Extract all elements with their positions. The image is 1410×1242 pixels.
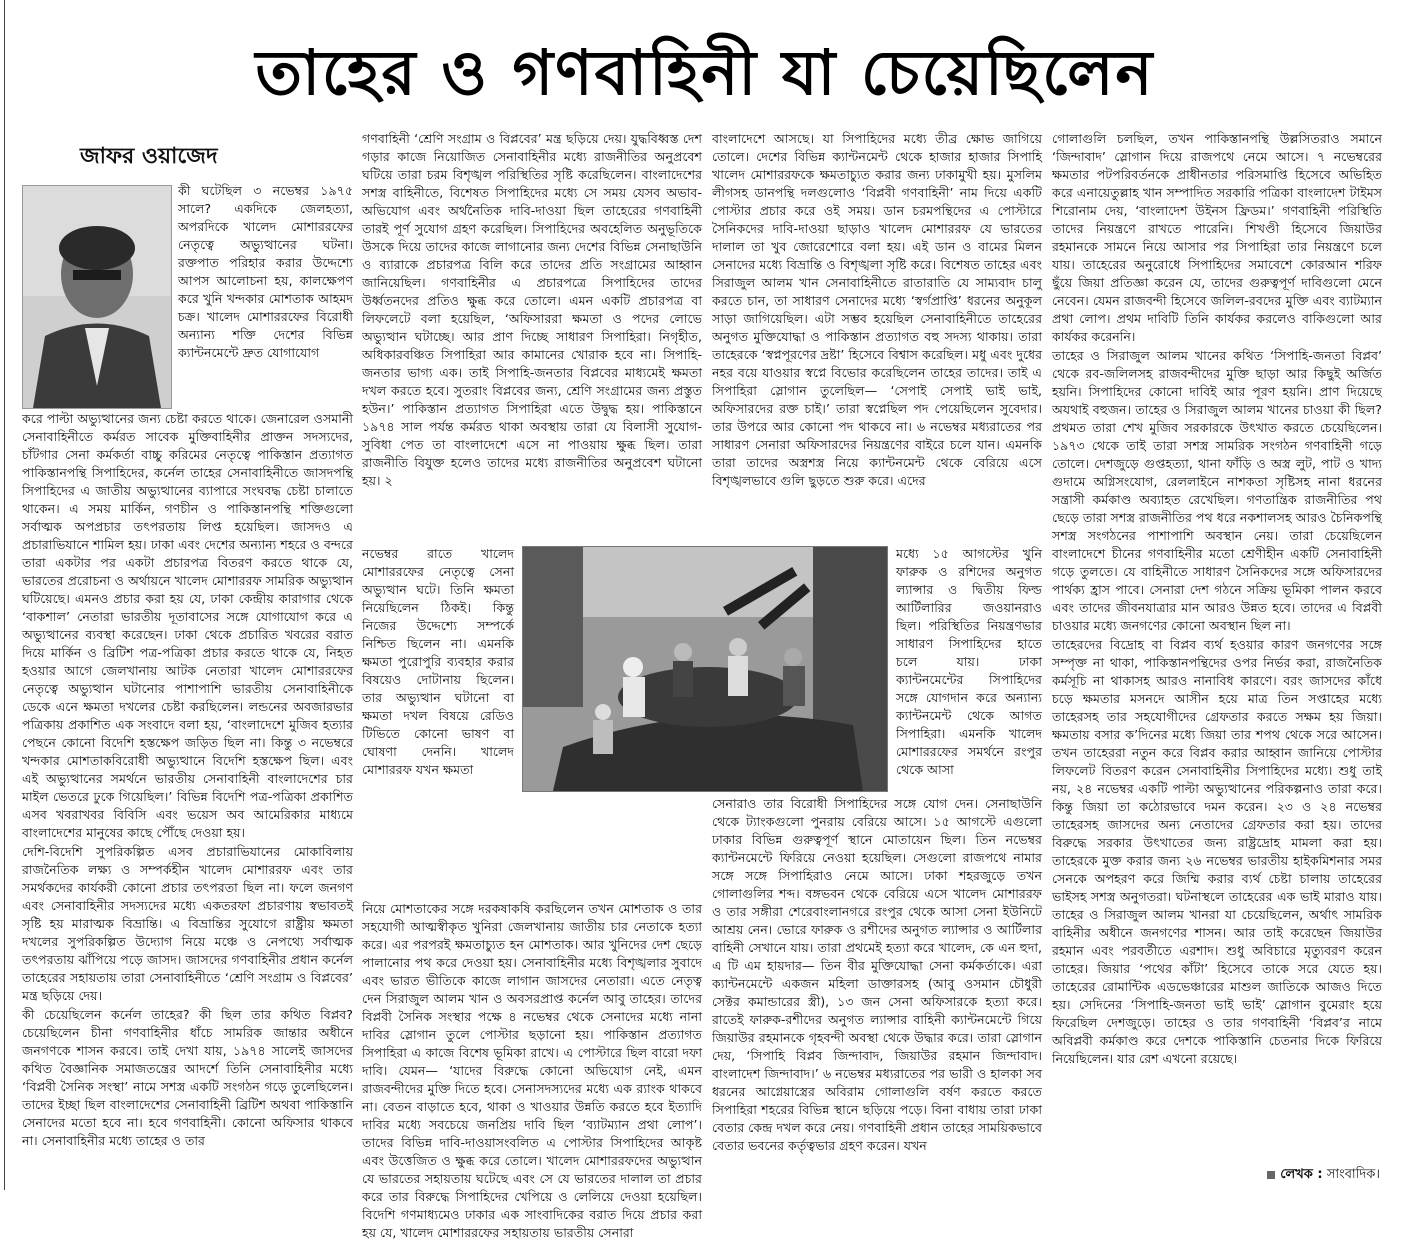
column-2-beside-photo bbox=[362, 545, 514, 900]
byline: জাফর ওয়াজেদ bbox=[80, 144, 218, 169]
column-4 bbox=[1052, 130, 1382, 1170]
column-3-beside-photo bbox=[896, 545, 1042, 790]
column-2 bbox=[362, 130, 702, 545]
column-3 bbox=[712, 130, 1042, 545]
column-3-paragraph-1: বাংলাদেশে আসছে। যা সিপাহিদের মধ্যে তীব্র ক্ষোভ জাগিয়ে তোলে। দেশের বিভিন্ন ক্যান্টনমেন্ট থেকে হাজার হাজার সিপাহি খালেদ মোশাররফকে ক্ষমতাচ্যুত করার জন্য ঢাকামুখী হয়। মুসলিম লীগসহ ডানপন্থি দলগুলোও ‘বিপ্লবী গণবাহিনী’ নাম দিয়ে একটি পোস্টার প্রচার করে ওই সময়। ডান চরমপন্থিদের এ পোস্টারে সৈনিকদের দাবি-দাওয়া ছাড়াও খালেদ মোশাররফ যে ভারতের দালাল তা খুব জোরেশোরে বলা হয়। এই ডান ও বামের মিলন সেনাদের মধ্যে বিভ্রান্তি ও বিশৃঙ্খলা সৃষ্টি করে। বিশেষত তাহের এবং সিরাজুল আলম খান সেনাবাহিনীতে রাতারাতি যে সাম্যবাদ চালু করতে চান, তা সাধারণ সেনাদের মধ্যে ‘স্বর্গপ্রাপ্তি’ ধরনের অনুকূল সাড়া জাগিয়েছিল। এটা সম্ভব হয়েছিল সেনাবাহিনীতে তাহেরের অনুগত মুক্তিযোদ্ধা ও পাকিস্তান প্রত্যাগত বহু সদস্য থাকায়। তারা তাহেরকে ‘স্বপ্নপূরণের দ্রষ্টা’ হিসেবে বিশ্বাস করেছিল। মধু এবং দুধের নহর বয়ে যাওয়ার স্বপ্নে বিভোর করেছিলেন তাহের তাদের। তাই এ সিপাহিরা স্লোগান তুলেছিল— ‘সেপাই সেপাই ভাই ভাই, অফিসারদের রক্ত চাই।’ তারা স্বপ্নেছিল পদ পেয়েছিলেন সুবেদার। তার উপরে আর কোনো পদ থাকবে না। ৬ নভেম্বর মধ্যরাতের পর সাধারণ সেনারা অফিসারদের নিয়ন্ত্রণের বাইরে চলে যান। এমনকি তারা তাদের অস্ত্রশস্ত্র নিয়ে ক্যান্টনমেন্ট থেকে বেরিয়ে এসে বিশৃঙ্খলভাবে গুলি ছুড়তে শুরু করে। এদের bbox=[712, 131, 1042, 488]
page-edge-rule bbox=[4, 0, 5, 1190]
column-2-paragraph-3: নিয়ে মোশতাকের সঙ্গে দরকষাকষি করছিলেন তখন মোশতাক ও তার সহযোগী আত্মস্বীকৃত খুনিরা জেলখানায় জাতীয় চার নেতাকে হত্যা করে। এর পরপরই ক্ষমতাচ্যুত হন মোশতাক। আর খুনিদের দেশ ছেড়ে পালানোর পথ করে দেওয়া হয়। সেনাবাহিনীর মধ্যে বিশৃঙ্খলার সুবাদে এবং ভারত ভীতিকে কাজে লাগান জাসদের নেতারা। এতে নেতৃত্ব দেন সিরাজুল আলম খান ও অবসরপ্রাপ্ত কর্নেল আবু তাহের। তাদের বিপ্লবী সৈনিক সংস্থার পক্ষে ৪ নভেম্বর থেকে সেনাদের মধ্যে নানা দাবির স্লোগান তুলে পোস্টার ছড়ানো হয়। পাকিস্তান প্রত্যাগত সিপাহিরা এ কাজে বিশেষ ভূমিকা রাখে। এ পোস্টারে ছিল বারো দফা দাবি। যেমন— ‘যাদের বিরুদ্ধে কোনো অভিযোগ নেই, এমন রাজবন্দীদের মুক্তি দিতে হবে। সেনাসদস্যদের মধ্যে এক র‌্যাংক থাকবে না। বেতন বাড়াতে হবে, থাকা ও খাওয়ার উন্নতি করতে হবে ইত্যাদি দাবির মধ্যে সবচেয়ে জনপ্রিয় দাবি ছিল ‘ব্যাটম্যান প্রথা লোপ’। তাদের বিভিন্ন দাবি-দাওয়াসংবলিত এ পোস্টার সিপাহিদের আকৃষ্ট এবং উত্তেজিত ও ক্ষুব্ধ করে তোলে। খালেদ মোশাররফদের অভ্যুত্থান যে ভারতের সহায়তায় ঘটেছে এবং সে যে ভারতের দালাল তা প্রচার করে তার বিরুদ্ধে সিপাহিদের খেপিয়ে ও লেলিয়ে দেওয়া হয়েছিল। বিদেশি গণমাধ্যমেও ঢাকার এক সাংবাদিকের বরাত দিয়ে প্রচার করা হয় যে, খালেদ মোশাররফের সহায়তায় ভারতীয় সেনারা bbox=[362, 901, 702, 1240]
column-1-paragraph-1: করে পাল্টা অভ্যুত্থানের জন্য চেষ্টা করতে থাকে। জেনারেল ওসমানী সেনাবাহিনীতে কর্মরত সাবেক মুক্তিবাহিনীর প্রাক্তন সদস্যদের, চাঁটগার সেনা কর্মকর্তা বাচ্চু করিমের নেতৃত্বে পাকিস্তান প্রত্যাগত পাকিস্তানপন্থি সিপাহিদের, কর্নেল তাহের সেনাবাহিনীতে জাসদপন্থি সিপাহিদের এ জাতীয় অভ্যুত্থানের ব্যাপারে সংঘবদ্ধ চেষ্টা চালাতে থাকেন। এ সময় মার্কিন, গণচীন ও পাকিস্তানপন্থি শক্তিগুলো সর্বাত্মক অপপ্রচার তৎপরতায় লিপ্ত হয়েছিল। জাসদও এ প্রচারাভিযানে শামিল হয়। ঢাকা এবং দেশের অন্যান্য শহরে ও বন্দরে তারা একটার পর একটা প্রচারপত্র বিতরণ করতে থাকে যে, ভারতের প্ররোচনা ও অর্থায়নে খালেদ মোশাররফ সামরিক অভ্যুত্থান ঘটিয়েছে। এমনও প্রচার করা হয় যে, ঢাকা কেন্দ্রীয় কারাগার থেকে ‘বাকশাল’ নেতারা ভারতীয় দূতাবাসের সঙ্গে যোগাযোগ করে এ অভ্যুত্থানের ব্যবস্থা করেছেন। ঢাকা থেকে প্রচারিত খবরের বরাত দিয়ে মার্কিন ও ব্রিটিশ পত্র-পত্রিকা প্রচার করতে থাকে যে, নিহত হওয়ার আগে জেলখানায় আটক নেতারা খালেদ মোশাররফের নেতৃত্বে অভ্যুত্থান ঘটানোর পাশাপাশি ভারতীয় সেনাবাহিনীকে ডেকে এনে ক্ষমতা দখলের চেষ্টা করছিলেন। লন্ডনের অবজারভার পত্রিকায় প্রকাশিত এক সংবাদে বলা হয়, ‘বাংলাদেশে মুজিব হত্যার পেছনে কোনো বিদেশি হস্তক্ষেপ জড়িত ছিল না। কিন্তু ৩ নভেম্বরে খন্দকার মোশতাকবিরোধী অভ্যুত্থানে বিদেশি হস্তক্ষেপ ছিল। এবং এই অভ্যুত্থানের সমর্থনে ভারতীয় সেনাবাহিনী বাংলাদেশের চার মাইল ভেতরে ঢুকে গিয়েছিল।’ বিভিন্ন বিদেশি পত্র-পত্রিকা প্রকাশিত এসব খবরাখবর বিবিসি এবং ভয়েস অব আমেরিকার মাধ্যমে বাংলাদেশের মানুষের কাছে পৌঁছে দেওয়া হয়। bbox=[22, 411, 353, 840]
column-4-paragraph-2: তাহের ও সিরাজুল আলম খানের কথিত ‘সিপাহি-জনতা বিপ্লব’ থেকে রব-জলিলসহ রাজবন্দীদের মুক্তি ছাড়া আর কিছুই অর্জিত হয়নি। সিপাহিদের কোনো দাবিই আর পূরণ হয়নি। প্রাণ দিয়েছে অযথাই বহুজন। তাহের ও সিরাজুল আলম খানের চাওয়া কী ছিল? প্রথমত তারা শেখ মুজিব সরকারকে উৎখাত করতে চেয়েছিলেন। ১৯৭৩ থেকে তাই তারা সশস্ত্র সামরিক সংগঠন গণবাহিনী গড়ে তোলে। দেশজুড়ে গুপ্তহত্যা, থানা ফাঁড়ি ও অস্ত্র লুট, পাট ও খাদ্য গুদামে অগ্নিসংযোগ, রেললাইনে নাশকতা সৃষ্টিসহ নানা ধরনের সন্ত্রাসী কর্মকাণ্ড অব্যাহত রেখেছিল। গণতান্ত্রিক রাজনীতির পথ ছেড়ে তারা সশস্ত্র রাজনীতির পথ ধরে নকশালসহ আরও চৈনিকপন্থি সশস্ত্র সংগঠনের পাশাপাশি অবস্থান নেয়। তারা চেয়েছিলেন বাংলাদেশে চীনের গণবাহিনীর মতো শ্রেণীহীন একটি সেনাবাহিনী গড়ে তুলতে। যে বাহিনীতে সাধারণ সৈনিকদের সঙ্গে অফিসারদের পার্থক্য হ্রাস পাবে। সেনারা দেশ গঠনে সক্রিয় ভূমিকা পালন করবে এবং তাদের জীবনযাত্রার মান আরও উন্নত হবে। তাদের এ বিপ্লবী চাওয়ার মধ্যে জনগণের কোনো অবস্থান ছিল না। bbox=[1052, 348, 1382, 633]
column-2-paragraph-1: গণবাহিনী ‘শ্রেণি সংগ্রাম ও বিপ্লবের’ মন্ত্র ছড়িয়ে দেয়। যুদ্ধবিধ্বস্ত দেশ গড়ার কাজে নিয়োজিত সেনাবাহিনীর মধ্যে রাজনীতির অনুপ্রবেশ ঘটিয়ে তারা চরম বিশৃঙ্খল পরিস্থিতির সৃষ্টি করেছিলেন। বাংলাদেশের সশস্ত্র বাহিনীতে, বিশেষত সিপাহিদের মধ্যে সে সময় যেসব অভাব-অভিযোগ এবং অর্থনৈতিক দাবি-দাওয়া ছিল তাহেরের গণবাহিনী তারই পূর্ণ সুযোগ গ্রহণ করেছিল। সিপাহিদের অবহেলিত অনুভূতিকে উসকে দিয়ে তাদের কাজে লাগানোর জন্য দেশের বিভিন্ন সেনাছাউনি ও ব্যারাকে প্রচারপত্র বিলি করে তাদের প্রতি সংগ্রামের আহ্বান জানিয়েছিল। গণবাহিনীর এ প্রচারপত্রে সিপাহিদের তাদের উর্ধ্বতনদের প্রতিও ক্ষুব্ধ করে তোলে। এমন একটি প্রচারপত্র বা লিফলেটে বলা হয়েছিল, ‘অফিসাররা ক্ষমতা ও পদের লোভে অভ্যুত্থান ঘটাচ্ছে। আর প্রাণ দিচ্ছে সাধারণ সিপাহিরা। নিগৃহীত, অধিকারবঞ্চিত সিপাহিরা আর কামানের খোরাক হবে না। সিপাহি-জনতার ভাগ্য এক। তাই সিপাহি-জনতার বিপ্লবের মাধ্যমেই ক্ষমতা দখল করতে হবে। সুতরাং বিপ্লবের জন্য, শ্রেণি সংগ্রামের জন্য প্রস্তুত হউন।’ পাকিস্তান প্রত্যাগত সিপাহিরা এতে উদ্বুদ্ধ হয়। পাকিস্তানে ১৯৭৪ সাল পর্যন্ত কর্মরত থাকা অবস্থায় তারা যে বিলাসী সুযোগ-সুবিধা পেত তা বাংলাদেশে এসে না পাওয়ায় ক্ষুব্ধ ছিল। তারা রাজনীতি বিযুক্ত হলেও তাদের মধ্যে রাজনীতির অনুপ্রবেশ ঘটানো হয়। ২ bbox=[362, 131, 702, 488]
column-3-paragraph-2: মধ্যে ১৫ আগস্টের খুনি ফারুক ও রশিদের অনুগত ল্যান্সার ও দ্বিতীয় ফিল্ড আর্টিলারির জওয়ানরাও ছিল। পরিস্থিতির নিয়ন্ত্রণভার সাধারণ সিপাহিদের হাতে চলে যায়। ঢাকা ক্যান্টনমেন্টের সিপাহিদের সঙ্গে যোগদান করে অন্যান্য ক্যান্টনমেন্ট থেকে আগত সিপাহিরা। এমনকি খালেদ মোশাররফের সমর্থনে রংপুর থেকে আসা bbox=[896, 546, 1042, 777]
author-credit-value: সাংবাদিক। bbox=[1326, 1167, 1380, 1182]
tank-photo bbox=[522, 546, 888, 792]
square-bullet-icon bbox=[1267, 1171, 1275, 1179]
column-4-paragraph-3: তাহেরদের বিদ্রোহ বা বিপ্লব ব্যর্থ হওয়ার কারণ জনগণের সঙ্গে সম্পৃক্ত না থাকা, পাকিস্তানপন্থিদের ওপর নির্ভর করা, রাজনৈতিক কর্মসূচি না থাকাসহ আরও নানাবিধ কারণে। বরং জাসদের কাঁধে চড়ে ক্ষমতার মসনদে আসীন হয়ে মাত্র তিন সপ্তাহের মধ্যে তাহেরসহ তার সহযোগীদের গ্রেফতার করতে সক্ষম হয় জিয়া। ক্ষমতায় বসার ক’দিনের মধ্যে জিয়া তার শপথ থেকে সরে আসেন। তখন তাহেররা নতুন করে বিপ্লব করার আহ্বান জানিয়ে পোস্টার লিফলেট বিতরণ করেন সেনাবাহিনীর সিপাহিদের মধ্যে। শুধু তাই নয়, ২৪ নভেম্বর একটি পাল্টা অভ্যুত্থানের পরিকল্পনাও তারা করে। কিন্তু জিয়া তা কঠোরভাবে দমন করেন। ২৩ ও ২৪ নভেম্বর তাহেরসহ জাসদের অন্য নেতাদের গ্রেফতার করা হয়। তাদের বিরুদ্ধে সরকার উৎখাতের জন্য রাষ্ট্রদ্রোহ মামলা করা হয়। তাহেরকে মুক্ত করার জন্য ২৬ নভেম্বর ভারতীয় হাইকমিশনার সমর সেনকে অপহরণ করে জিম্মি করার ব্যর্থ চেষ্টা চালায় তাহেরের ভাইসহ সশস্ত্র অনুগতরা। ঘটনাস্থলে তাহেরের এক ভাই মারাও যায়। তাহের ও সিরাজুল আলম খানরা যা চেয়েছিলেন, অর্থাৎ সামরিক বাহিনীর অধীনে জনগণের শাসন। আর তাই করেছেন জিয়াউর রহমান এবং পরবর্তীতে এরশাদ। শুধু অবিচারে মৃত্যুবরণ করেন তাহের। জিয়ার ‘পথের কাঁটা’ হিসেবে তাকে সরে যেতে হয়। তাহেরের রোমান্টিক এডভেঞ্চারের মাশুল জাতিকে আজও দিতে হয়। সেদিনের ‘সিপাহি-জনতা ভাই ভাই’ স্লোগান বুমেরাং হয়ে ফিরেছিল দেশজুড়ে। তাহের ও তার গণবাহিনী ‘বিপ্লব’র নামে অবিপ্লবী কর্মকাণ্ড করে দেশকে পাকিস্তানি চেতনার দিকে ফিরিয়ে নিয়েছিলেন। যার রেশ এখনো রয়েছে। bbox=[1052, 637, 1382, 1066]
column-3-bottom bbox=[712, 795, 1042, 1190]
column-3-paragraph-3: সেনারাও তার বিরোধী সিপাহিদের সঙ্গে যোগ দেন। সেনাছাউনি থেকে ট্যাংকগুলো পুনরায় বেরিয়ে আসে। ১৫ আগস্টে এগুলো ঢাকার বিভিন্ন গুরুত্বপূর্ণ স্থানে মোতায়েন ছিল। তিন নভেম্বর ক্যান্টনমেন্টে ফিরিয়ে নেওয়া হয়েছিল। সেগুলো রাজপথে নামার সঙ্গে সঙ্গে সিপাহিরাও নেমে আসে। ঢাকা শহরজুড়ে তখন গোলাগুলির শব্দ। বঙ্গভবন থেকে বেরিয়ে এসে খালেদ মোশাররফ ও তার সঙ্গীরা শেরেবাংলানগরে রংপুর থেকে আসা সেনা ইউনিটে আশ্রয় নেন। ভোরে ফারুক ও রশীদের অনুগত ল্যান্সার ও আর্টিলার বাহিনী সেখানে যায়। তারা প্রথমেই হত্যা করে খালেদ, কে এন হুদা, এ টি এম হায়দার— তিন বীর মুক্তিযোদ্ধা সেনা কর্মকর্তাকে। এরা ক্যান্টনমেন্টে একজন মহিলা ডাক্তারসহ (আবু ওসমান চৌধুরী সেক্টর কমান্ডারের স্ত্রী), ১৩ জন সেনা অফিসারকে হত্যা করে। রাতেই ফারুক-রশীদের অনুগত ল্যান্সার বাহিনী ক্যান্টনমেন্টে গিয়ে জিয়াউর রহমানকে গৃহবন্দী অবস্থা থেকে উদ্ধার করে। তারা স্লোগান দেয়, ‘সিপাহি বিপ্লব জিন্দাবাদ, জিয়াউর রহমান জিন্দাবাদ। বাংলাদেশ জিন্দাবাদ।’ ৬ নভেম্বর মধ্যরাতের পর ভারী ও হালকা সব ধরনের আগ্নেয়াস্ত্রের অবিরাম গোলাগুলি বর্ষণ করতে করতে সিপাহিরা শহরের বিভিন্ন স্থানে ছড়িয়ে পড়ে। বিনা বাধায় তারা ঢাকা বেতার কেন্দ্র দখল করে নেয়। গণবাহিনী প্রধান তাহের সাময়িকভাবে বেতার ভবনের কর্তৃত্বভার গ্রহণ করেন। যখন bbox=[712, 796, 1042, 1153]
author-credit-label: লেখক : bbox=[1280, 1167, 1323, 1182]
intro-paragraph: কী ঘটেছিল ৩ নভেম্বর ১৯৭৫ সালে? একদিকে জেলহত্যা, অপরদিকে খালেদ মোশাররফের নেতৃত্বে অভ্যুত্থানের ঘটনা। রক্তপাত পরিহার করার উদ্দেশ্যে আপস আলোচনা হয়, কালক্ষেপণ করে খুনি খন্দকার মোশতাক আহমদ চক্র। খালেদ মোশাররফের বিরোধী অন্যান্য শক্তি দেশের বিভিন্ন ক্যান্টনমেন্টে দ্রুত যোগাযোগ bbox=[178, 183, 353, 360]
column-2-paragraph-2: নভেম্বর রাতে খালেদ মোশাররফের নেতৃত্বে সেনা অভ্যুত্থান ঘটে। তিনি ক্ষমতা নিয়েছিলেন ঠিকই। কিন্তু নিজের উদ্দেশ্যে সম্পর্কে নিশ্চিত ছিলেন না। এমনকি ক্ষমতা পুরোপুরি ব্যবহার করার বিষয়েও দোটানায় ছিলেন। তার অভ্যুত্থান ঘটানো বা ক্ষমতা দখল বিষয়ে রেডিও টিভিতে কোনো ভাষণ বা ঘোষণা দেননি। খালেদ মোশাররফ যখন ক্ষমতা bbox=[362, 546, 514, 777]
column-1 bbox=[22, 410, 353, 1188]
column-1-paragraph-3: কী চেয়েছিলেন কর্নেল তাহের? কী ছিল তার কথিত বিপ্লব? চেয়েছিলেন চীনা গণবাহিনীর ধাঁচে সামরিক জান্তার অধীনে জনগণকে শাসন করবে। তাই দেখা যায়, ১৯৭৪ সালেই জাসদের কথিত বৈজ্ঞানিক সমাজতন্ত্রের আদর্শে তিনি সেনাবাহিনীর মধ্যে ‘বিপ্লবী সৈনিক সংস্থা’ নামে সশস্ত্র একটি সংগঠন গড়ে তুলেছিলেন। তাদের ইচ্ছা ছিল বাংলাদেশের সেনাবাহিনী ব্রিটিশ অথবা পাকিস্তানি সেনাদের মতো হবে না। হবে গণবাহিনী। কোনো অফিসার থাকবে না। সেনাবাহিনীর মধ্যে তাহের ও তার bbox=[22, 1007, 353, 1148]
column-2-bottom bbox=[362, 900, 702, 1240]
column-1-paragraph-2: দেশি-বিদেশি সুপরিকল্পিত এসব প্রচারাভিযানের মোকাবিলায় রাজনৈতিক লক্ষ্য ও সম্পর্কহীন খালেদ মোশাররফ এবং তার সমর্থকদের কার্যকরী কোনো প্রচার তৎপরতা ছিল না। ফলে জনগণ এবং সেনাবাহিনীর সদস্যদের মধ্যে একতরফা প্রচারণায় স্বভাবতই সৃষ্টি হয় মারাত্মক বিভ্রান্তি। এ বিভ্রান্তির সুযোগে রাষ্ট্রীয় ক্ষমতা দখলের সুপরিকল্পিত উদ্যোগ নিয়ে মঞ্চে ও নেপথ্যে সর্বাত্মক তৎপরতায় ঝাঁপিয়ে পড়ে জাসদ। জাসদের গণবাহিনীর প্রধান কর্নেল তাহেরের সহায়তায় তারা সেনাবাহিনীতে ‘শ্রেণি সংগ্রাম ও বিপ্লবের’ মন্ত্র ছড়িয়ে দেয়। bbox=[22, 844, 353, 1003]
author-photo bbox=[22, 185, 172, 409]
headline: তাহের ও গণবাহিনী যা চেয়েছিলেন bbox=[255, 36, 1155, 109]
column-4-paragraph-1: গোলাগুলি চলছিল, তখন পাকিস্তানপন্থি উল্লসিতরাও সমানে ‘জিন্দাবাদ’ স্লোগান দিয়ে রাজপথে নেমে আসে। ৭ নভেম্বরের ক্ষমতার পটপরিবর্তনকে প্রাধীনতার পরিসমাপ্তি হিসেবে অভিহিত করে এনায়েতুল্লাহ খান সম্পাদিত সরকারি পত্রিকা বাংলাদেশ টাইমস শিরোনাম দেয়, ‘বাংলাদেশ উইনস ফ্রিডম।’ গণবাহিনী পরিস্থিতি তাদের নিয়ন্ত্রণে রাখতে পারেনি। শিখণ্ডী হিসেবে জিয়াউর রহমানকে সামনে নিয়ে আসার পর সিপাহিরা তার নিয়ন্ত্রণে চলে যায়। তাহেরের অনুরোধে সিপাহিদের সমাবেশে কোরআন শরিফ ছুঁয়ে জিয়া প্রতিজ্ঞা করেন যে, তাদের গুরুত্বপূর্ণ দাবিগুলো মেনে নেবেন। যেমন রাজবন্দী হিসেবে জলিল-রবদের মুক্তি এবং ব্যাটম্যান প্রথা লোপ। প্রথম দাবিটি তিনি কার্যকর করলেও বাকিগুলো আর কার্যকর করেননি। bbox=[1052, 131, 1382, 344]
author-credit bbox=[1220, 1166, 1380, 1184]
